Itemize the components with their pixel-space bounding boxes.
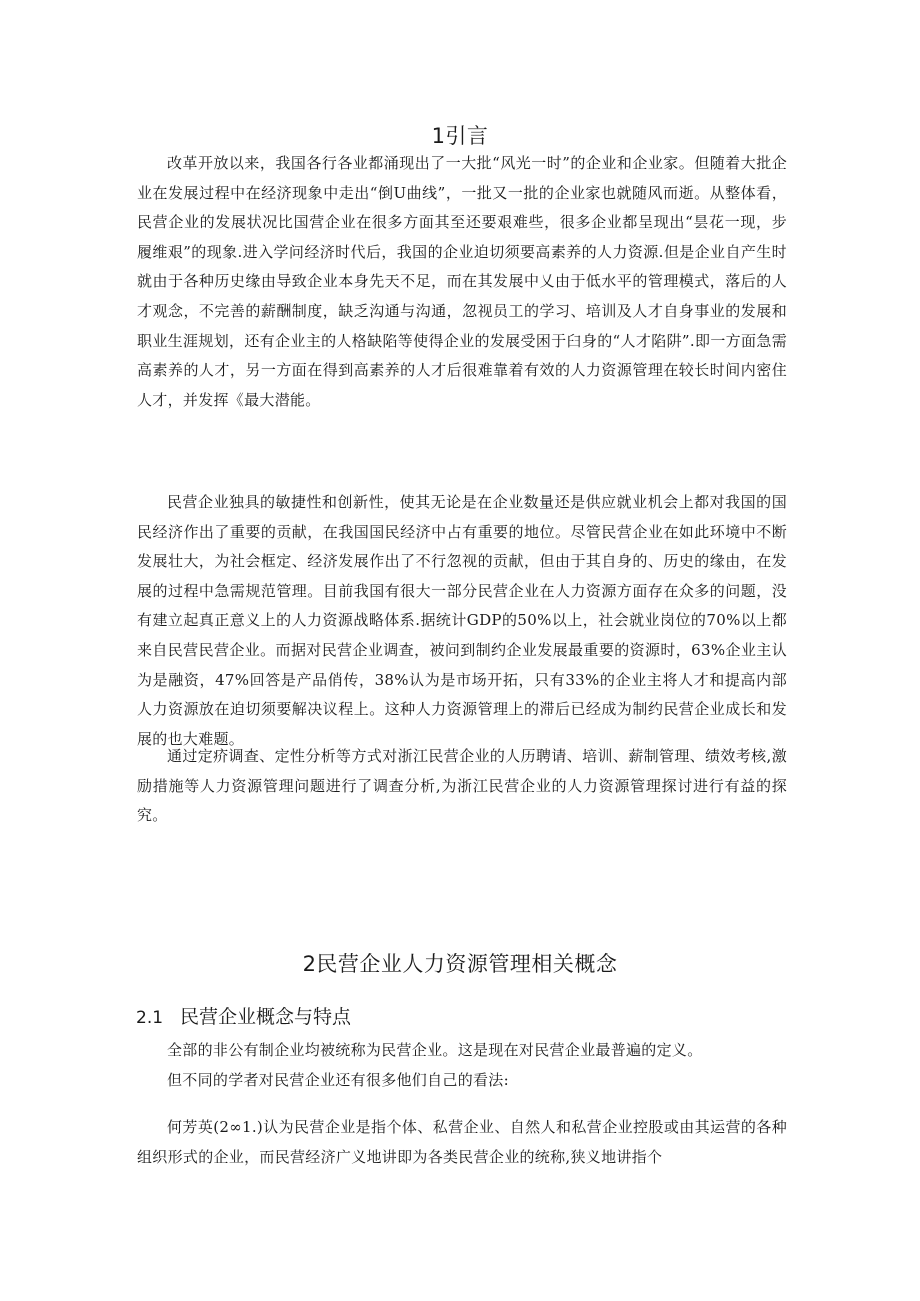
subsection-title: 民营企业概念与特点: [180, 1006, 352, 1028]
section-1-paragraph-3: 通过定疥调查、定性分析等方式对浙江民营企业的人历聘请、培训、薪制管理、绩效考核,激励措施等人力资源管理问题进行了调查分析,为浙江民营企业的人力资源管理探讨进行有益的探究。: [137, 747, 787, 825]
section-2-paragraph-1: 全部的非公有制企业均被统称为民营企业。这是现在对民营企业最普遍的定义。: [167, 1041, 703, 1059]
section-2-paragraph-2: 但不同的学者对民营企业还有很多他们自己的看法:: [167, 1071, 509, 1089]
section-1-paragraph-1: 改革开放以来，我国各行各业都涌现出了一大批“风光一时”的企业和企业家。但随着大批企业在发展过程中在经济现象中走出“倒U曲线”，一批又一批的企业家也就随风而逝。从整体看，民营企业的发展状况比国营企业在很多方面其至还要艰难些，很多企业都呈现出“昙花一现，步履维艰”的现象.进入学问经济时代后，我国的企业迫切须要高素养的人力资源.但是企业自产生时就由于各种历史缘由导致企业本身先天不足，而在其发展中乂由于低水平的管理模式，落后的人才观念，不完善的薪酬制度，缺乏沟通与沟通，忽视员工的学习、培训及人才自身事业的发展和职业生涯规划，还有企业主的人格缺陷等使得企业的发展受困于臼身的“人才陷阱”.即一方面急需高素养的人才，另一方面在得到高素养的人才后很难靠着有效的人力资源管理在较长时间内密住人才，并发挥《最大潜能。: [137, 154, 787, 409]
subsection-2-1-heading: [136, 1002, 351, 1029]
section-2-paragraph-3: 何芳英(2∞1.)认为民营企业是指个体、私营企业、自然人和私营企业控股或由其运营的各种组织形式的企业，而民营经济广义地讲即为各类民营企业的统称,狭义地讲指个: [137, 1118, 787, 1166]
section-2-title: 2民营企业人力资源管理相关概念: [302, 952, 618, 976]
section-1-title: 1引言: [431, 124, 489, 148]
subsection-number: 2.1: [136, 1008, 164, 1028]
section-1-paragraph-2: 民营企业独具的敏捷性和创新性，使其无论是在企业数量还是供应就业机会上都对我国的国民经济作出了重要的贡献，在我国国民经济中占有重要的地位。尽管民营企业在如此环境中不断发展壮大，为社会框定、经济发展作出了不行忽视的贡献，但由于其自身的、历史的缘由，在发展的过程中急需规范管理。目前我国有很大一部分民营企业在人力资源方面存在众多的问题，没有建立起真正意义上的人力资源战略体系.据统计GDP的50%以上，社会就业岗位的70%以上都来自民营民营企业。而据对民营企业调查，被问到制约企业发展最重要的资源时，63%企业主认为是融资，47%回答是产品俏传，38%认为是市场开拓，只有33%的企业主将人才和提高内部人力资源放在迫切须要解决议程上。这种人力资源管理上的滞后已经成为制约民营企业成长和发展的也大难题。: [137, 493, 787, 748]
